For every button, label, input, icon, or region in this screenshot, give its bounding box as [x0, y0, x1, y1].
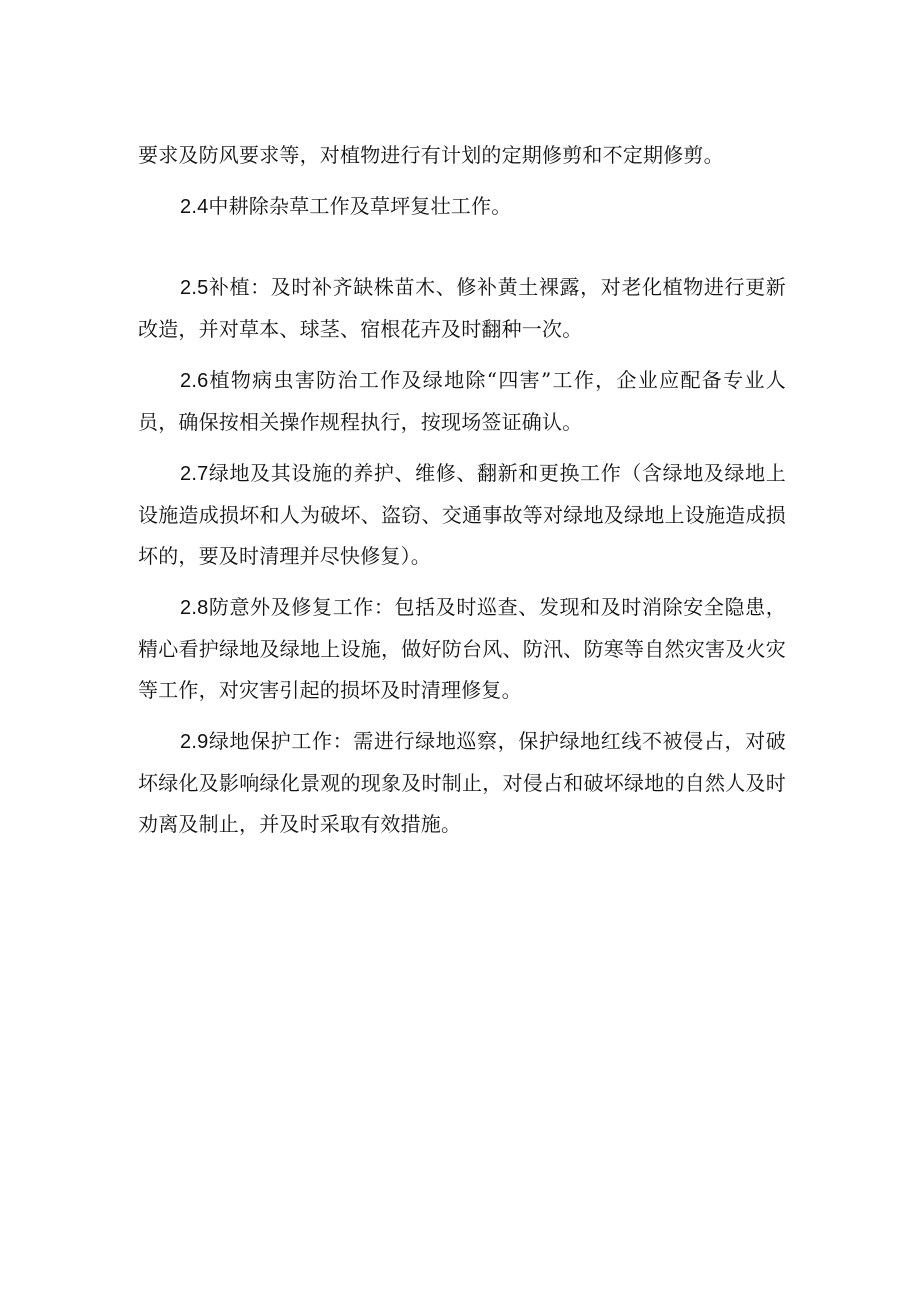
document-body: [138, 135, 786, 845]
paragraph-2-4: [138, 186, 786, 228]
paragraph-2-8: [138, 587, 786, 711]
paragraph-text: 补植：及时补齐缺株苗木、修补黄土裸露，对老化植物进行更新改造，并对草本、球茎、宿根花卉及时翻种一次。: [138, 275, 786, 341]
section-number: 2.5: [180, 277, 209, 299]
paragraph-2-6: [138, 360, 786, 443]
paragraph-2-7: [138, 453, 786, 577]
paragraph-text: 绿地保护工作：需进行绿地巡察，保护绿地红线不被侵占，对破坏绿化及影响绿化景观的现象及时制止，对侵占和破坏绿地的自然人及时劝离及制止，并及时采取有效措施。: [138, 729, 786, 836]
paragraph-2-9: [138, 721, 786, 845]
paragraph-text: 中耕除杂草工作及草坪复壮工作。: [208, 194, 512, 218]
section-number: 2.7: [180, 463, 209, 485]
paragraph-text: 防意外及修复工作：包括及时巡查、发现和及时消除安全隐患，精心看护绿地及绿地上设施，做好防台风、防汛、防寒等自然灾害及火灾等工作，对灾害引起的损坏及时清理修复。: [138, 595, 786, 702]
section-number: 2.4: [180, 196, 209, 218]
section-number: 2.8: [180, 597, 209, 619]
section-number: 2.6: [180, 370, 209, 392]
paragraph-2-5: [138, 267, 786, 350]
paragraph-text: 绿地及其设施的养护、维修、翻新和更换工作（含绿地及绿地上设施造成损坏和人为破坏、盗窃、交通事故等对绿地及绿地上设施造成损坏的，要及时清理并尽快修复）。: [138, 461, 786, 568]
paragraph-text: 植物病虫害防治工作及绿地除“四害”工作，企业应配备专业人员，确保按相关操作规程执行，按现场签证确认。: [138, 368, 786, 434]
paragraph-text: 要求及防风要求等，对植物进行有计划的定期修剪和不定期修剪。: [138, 143, 724, 167]
paragraph-continuation: [138, 135, 786, 176]
section-number: 2.9: [180, 731, 209, 753]
